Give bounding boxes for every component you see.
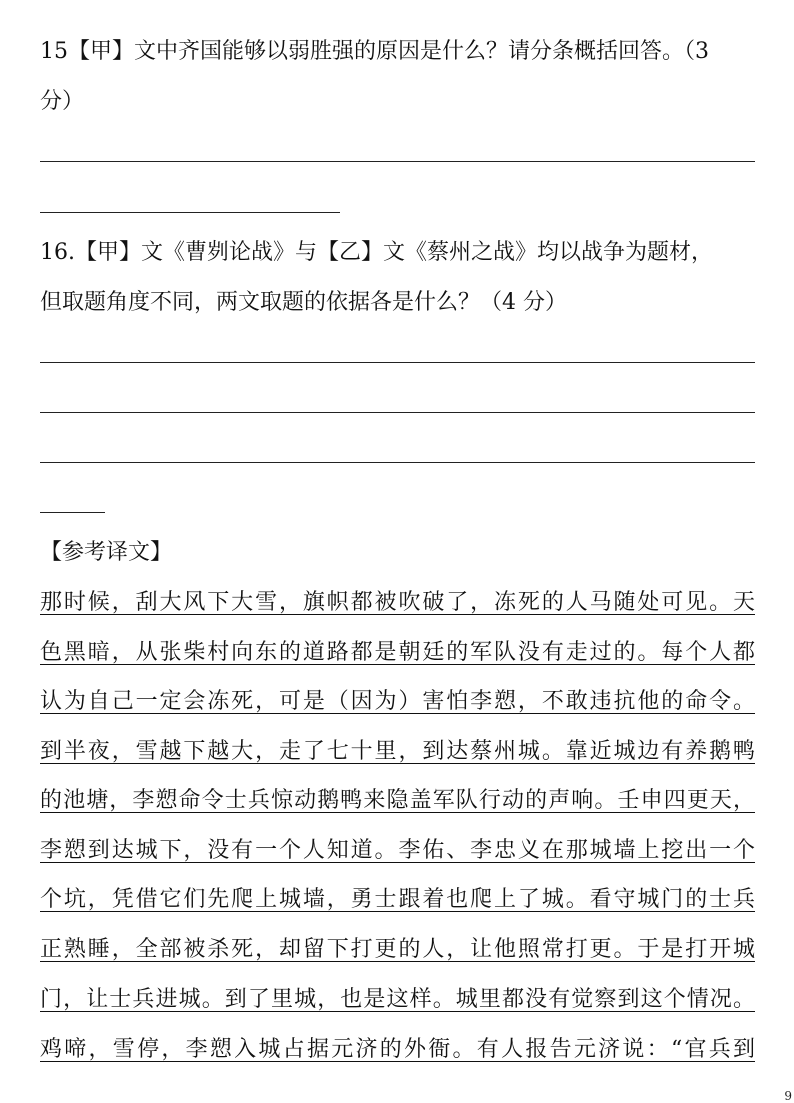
translation-line: 的池塘，李愬命令士兵惊动鹅鸭来隐盖军队行动的声响。壬申四更天， bbox=[40, 788, 755, 813]
translation-line: 门，让士兵进城。到了里城，也是这样。城里都没有觉察到这个情况。 bbox=[40, 987, 755, 1012]
answer-line-q16-1 bbox=[40, 362, 755, 363]
translation-line: 鸡啼，雪停，李愬入城占据元济的外衙。有人报告元济说：“官兵到 bbox=[40, 1037, 755, 1062]
translation-line: 正熟睡，全部被杀死，却留下打更的人，让他照常打更。于是打开城 bbox=[40, 937, 755, 962]
answer-line-q16-2 bbox=[40, 412, 755, 413]
answer-line-q16-4 bbox=[40, 512, 105, 513]
translation-line: 那时候，刮大风下大雪，旗帜都被吹破了，冻死的人马随处可见。天 bbox=[40, 590, 755, 615]
translation-line: 色黑暗，从张柴村向东的道路都是朝廷的军队没有走过的。每个人都 bbox=[40, 640, 755, 665]
question-16-line-1: 16.【甲】文《曹刿论战》与【乙】文《蔡州之战》均以战争为题材， bbox=[40, 240, 713, 265]
translation-line: 认为自己一定会冻死，可是（因为）害怕李愬，不敢违抗他的命令。 bbox=[40, 689, 755, 714]
translation-line: 到半夜，雪越下越大，走了七十里，到达蔡州城。靠近城边有养鹅鸭 bbox=[40, 739, 755, 764]
translation-line: 李愬到达城下，没有一个人知道。李佑、李忠义在那城墙上挖出一个 bbox=[40, 838, 755, 863]
answer-line-q16-3 bbox=[40, 462, 755, 463]
question-15-line-2: 分） bbox=[40, 89, 85, 114]
question-15-line-1: 15【甲】文中齐国能够以弱胜强的原因是什么？请分条概括回答。（3 bbox=[40, 39, 709, 64]
answer-line-q15-1 bbox=[40, 161, 755, 162]
page-number: 9 bbox=[784, 1089, 792, 1103]
translation-heading: 【参考译文】 bbox=[40, 540, 173, 565]
answer-line-q15-2 bbox=[40, 212, 340, 213]
translation-line: 个坑，凭借它们先爬上城墙，勇士跟着也爬上了城。看守城门的士兵 bbox=[40, 887, 755, 912]
question-16-line-2: 但取题角度不同，两文取题的依据各是什么？（4 分） bbox=[40, 290, 567, 315]
